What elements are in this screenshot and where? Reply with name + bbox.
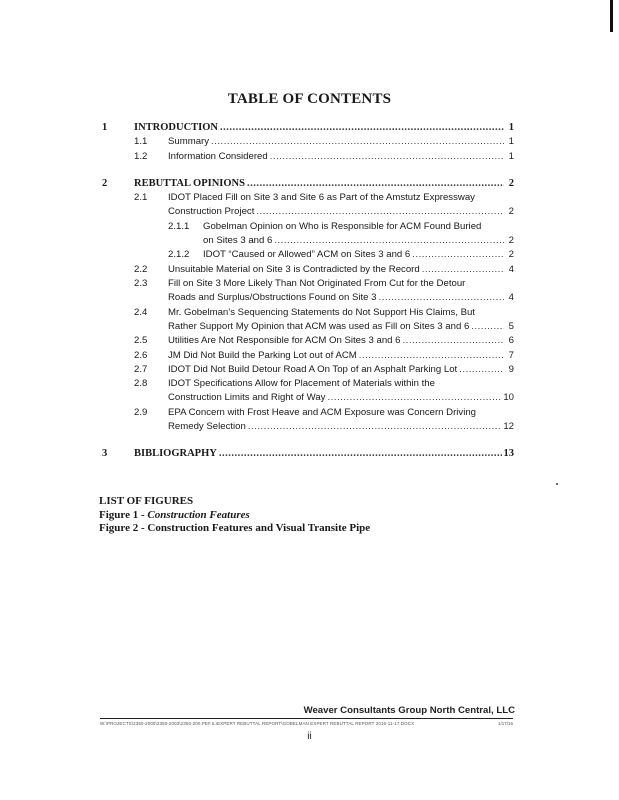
toc-entry-line xyxy=(134,121,514,135)
toc-entry-line xyxy=(168,391,514,405)
figure-title: Construction Features and Visual Transite Pipe xyxy=(147,522,371,534)
toc-entry-line xyxy=(168,191,514,205)
toc-entry-title: JM Did Not Build the Parking Lot out of ACM xyxy=(168,349,357,361)
toc-entry-line xyxy=(168,420,514,434)
toc-leader-dots xyxy=(379,291,504,305)
figure-label: Figure 2 - xyxy=(99,522,145,534)
toc-entry-title: Unsuitable Material on Site 3 is Contradicted by the Record xyxy=(168,263,420,275)
toc-entry-number: 2.6 xyxy=(134,349,148,361)
toc-entry-title: Construction Project xyxy=(168,206,255,218)
footer-code: 1/17/16 xyxy=(497,721,513,726)
toc-entry-body xyxy=(168,363,514,377)
toc-entry-body xyxy=(203,220,514,249)
toc-entry-body xyxy=(168,150,514,164)
toc-leader-dots xyxy=(270,150,504,164)
toc-entry-body xyxy=(168,277,514,306)
toc-page-number: 4 xyxy=(508,263,514,275)
toc-entry-title: INTRODUCTION xyxy=(134,122,219,133)
toc-entry-line xyxy=(203,220,514,234)
figure-label: Figure 1 - xyxy=(99,508,145,521)
toc-entry-line xyxy=(168,406,514,420)
toc-entry-body xyxy=(134,121,514,135)
toc-entry-number: 2.3 xyxy=(134,278,148,289)
toc-entry-number: 3 xyxy=(102,448,108,460)
toc-page-number: 6 xyxy=(508,335,514,347)
toc-entry-body xyxy=(168,334,514,348)
toc-page-number: 1 xyxy=(508,122,514,133)
scan-speck xyxy=(556,483,558,485)
toc-entry-title: IDOT Did Not Build Detour Road A On Top of an Asphalt Parking Lot xyxy=(168,363,458,375)
figure-title: Construction Features xyxy=(147,508,250,521)
toc-leader-dots xyxy=(403,334,505,348)
page-number: ii xyxy=(307,731,312,742)
toc-entry-line xyxy=(203,248,514,262)
toc-page-number: 2 xyxy=(508,249,514,261)
toc-entry-title: Mr. Gobelman’s Sequencing Statements do Not Support His Claims, But xyxy=(168,306,475,318)
toc-entry-title: Summary xyxy=(168,136,210,148)
toc-leader-dots xyxy=(327,391,501,405)
toc-entry-number: 2.9 xyxy=(134,406,148,418)
toc-entry-body xyxy=(168,135,514,149)
toc-entry-title: IDOT “Caused or Allowed” ACM on Sites 3 and 6 xyxy=(203,249,411,261)
toc-page-number: 4 xyxy=(508,292,514,304)
toc-leader-dots xyxy=(248,420,501,434)
toc-entry-body xyxy=(168,349,514,363)
toc-entry-title: Construction Limits and Right of Way xyxy=(168,392,326,404)
toc-entry-line xyxy=(168,277,514,291)
toc-leader-dots xyxy=(422,263,504,277)
toc-entry-number: 1 xyxy=(102,122,108,133)
page-title: TABLE OF CONTENTS xyxy=(227,91,392,107)
toc-entry-body xyxy=(168,377,514,406)
figure-entry xyxy=(99,522,370,536)
toc-leader-dots xyxy=(211,135,504,149)
toc-entry-body xyxy=(134,447,514,461)
toc-entry-body xyxy=(168,306,514,335)
toc-leader-dots xyxy=(459,363,504,377)
toc-entry-number: 1.2 xyxy=(134,150,148,162)
toc-entry-number: 2.1 xyxy=(134,192,148,204)
toc-entry-line xyxy=(168,291,514,305)
toc-entry-line xyxy=(168,320,514,334)
list-of-figures-heading: LIST OF FIGURES xyxy=(99,495,194,507)
toc-entry-number: 2.8 xyxy=(134,378,148,390)
toc-entry-title: Utilities Are Not Responsible for ACM On Sites 3 and 6 xyxy=(168,335,401,347)
toc-page-number: 2 xyxy=(508,235,514,247)
toc-entry-number: 2 xyxy=(102,177,108,189)
toc-entry-number: 2.5 xyxy=(134,335,148,347)
toc-entry-body xyxy=(134,177,514,191)
toc-page-number: 2 xyxy=(508,206,514,218)
toc-entry-line xyxy=(168,306,514,320)
toc-entry-line xyxy=(168,377,514,391)
toc-entry-line xyxy=(168,363,514,377)
toc-page-number: 12 xyxy=(503,420,514,432)
toc-entry-title: Roads and Surplus/Obstructions Found on Site 3 xyxy=(168,292,377,304)
footer-firm-name: Weaver Consultants Group North Central, LLC xyxy=(303,705,515,716)
footer-rule xyxy=(100,718,513,719)
toc-entry-title: Information Considered xyxy=(168,150,268,162)
toc-page-number: 7 xyxy=(508,349,514,361)
toc-entry-title: Remedy Selection xyxy=(168,420,246,432)
figure-entry xyxy=(99,509,370,523)
toc-entry-body xyxy=(168,191,514,220)
toc-leader-dots xyxy=(256,205,504,219)
toc-entry-title: IDOT Specifications Allow for Placement of Materials within the xyxy=(168,378,435,390)
toc-entry-line xyxy=(168,263,514,277)
toc-entry-number: 2.1.1 xyxy=(168,220,190,232)
toc-entry-line xyxy=(168,349,514,363)
toc-entry-number: 2.1.2 xyxy=(168,249,190,261)
toc-leader-dots xyxy=(471,320,504,334)
toc-page-number: 1 xyxy=(508,150,514,162)
toc-page-number: 13 xyxy=(503,448,514,460)
toc-page-number: 9 xyxy=(508,363,514,375)
toc-entry-line xyxy=(134,447,514,461)
toc-leader-dots xyxy=(220,121,504,135)
toc-leader-dots xyxy=(274,234,504,248)
list-of-figures xyxy=(99,495,370,536)
toc-entry-body xyxy=(168,263,514,277)
toc-page-number: 5 xyxy=(508,320,514,332)
footer-file-path: W:\PROJECTS\2350-2000\2350-2003\2350-200.PEF.IL\EXPERT REBUTTAL REPORT\GOBELMAN EXPERT REBUTTAL REPORT 2016-11-17.DOCX xyxy=(100,721,415,726)
toc-entry-line xyxy=(168,135,514,149)
toc-leader-dots xyxy=(359,349,504,363)
toc-leader-dots xyxy=(219,447,502,461)
toc-entry-line xyxy=(168,150,514,164)
toc-entry-body xyxy=(168,406,514,435)
toc-entry-number: 1.1 xyxy=(134,136,148,148)
toc-entry-line xyxy=(168,205,514,219)
toc-page-number: 10 xyxy=(503,392,514,404)
toc-leader-dots xyxy=(412,248,504,262)
toc-entry-title: EPA Concern with Frost Heave and ACM Exposure was Concern Driving xyxy=(168,406,477,418)
toc-entry-line xyxy=(168,334,514,348)
toc-page-number: 1 xyxy=(508,136,514,148)
toc-entry-line xyxy=(134,177,514,191)
toc-entry-body xyxy=(203,248,514,262)
toc-entry-number: 2.2 xyxy=(134,263,148,275)
toc-leader-dots xyxy=(247,177,504,191)
toc-entry-title: IDOT Placed Fill on Site 3 and Site 6 as Part of the Amstutz Expressway xyxy=(168,192,475,204)
toc-entry-number: 2.4 xyxy=(134,306,148,318)
toc-page-number: 2 xyxy=(508,177,514,189)
toc-entry-title: Rather Support My Opinion that ACM was used as Fill on Sites 3 and 6 xyxy=(168,320,470,332)
toc-entry-title: Fill on Site 3 More Likely Than Not Originated From Cut for the Detour xyxy=(168,278,466,289)
toc-entry-title: REBUTTAL OPINIONS xyxy=(134,177,245,189)
toc-entry-title: BIBLIOGRAPHY xyxy=(134,448,217,460)
toc-entry-number: 2.7 xyxy=(134,363,148,375)
toc-entry-title: Gobelman Opinion on Who is Responsible for ACM Found Buried xyxy=(203,220,482,232)
scan-edge-mark xyxy=(610,0,613,32)
toc-entry-line xyxy=(203,234,514,248)
toc-entry-title: on Sites 3 and 6 xyxy=(203,235,273,247)
